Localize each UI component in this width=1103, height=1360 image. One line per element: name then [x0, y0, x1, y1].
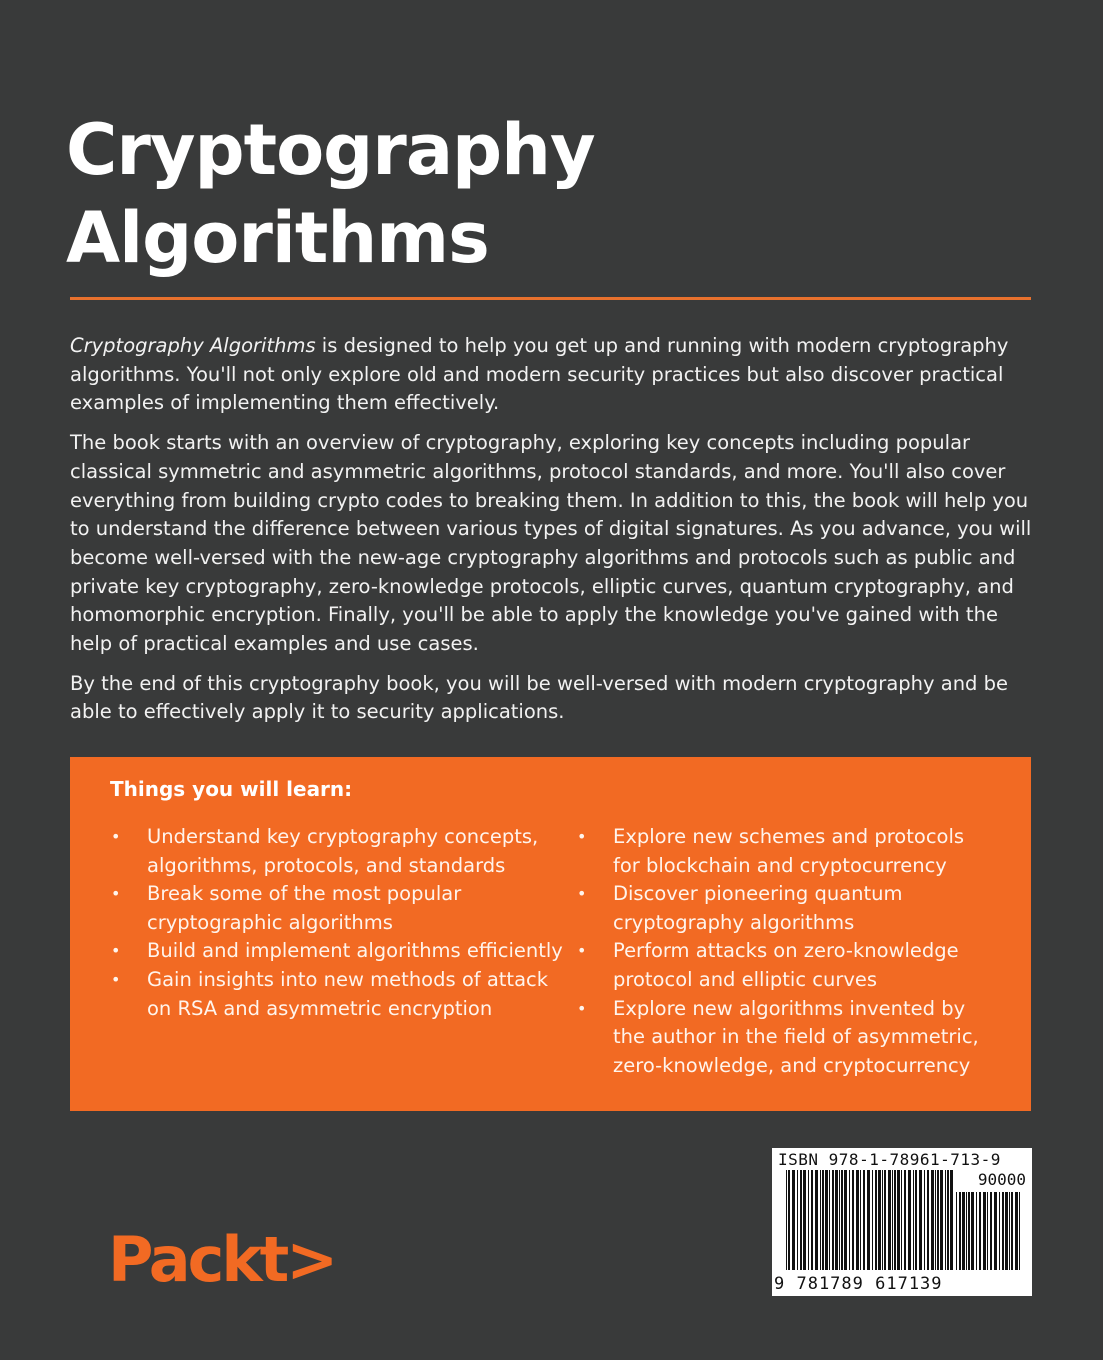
barcode-bar — [950, 1170, 953, 1270]
barcode-bar — [841, 1170, 843, 1270]
barcode-bar — [1019, 1192, 1020, 1270]
barcode-bar — [897, 1170, 900, 1270]
barcode-bar — [999, 1192, 1000, 1270]
list-item: • Understand key cryptography concepts, algorithms, protocols, and standards — [110, 823, 576, 880]
barcode-bar — [956, 1192, 957, 1270]
barcode-bar — [856, 1170, 859, 1270]
barcode-bar — [1009, 1192, 1010, 1270]
barcode-bar — [863, 1170, 865, 1270]
barcode-bar — [892, 1170, 893, 1270]
barcode-bar — [919, 1170, 922, 1270]
isbn-text: ISBN 978-1-78961-713-9 — [778, 1150, 1001, 1169]
title-line-2: Algorithms — [66, 197, 489, 279]
list-item: • Explore new algorithms invented by the author in the field of asymmetric, zero-knowledge, and cryptocurrency — [576, 995, 986, 1081]
barcode-bar — [945, 1170, 946, 1270]
barcode-bar — [1002, 1192, 1004, 1270]
barcode-bar — [931, 1170, 934, 1270]
list-item: • Explore new schemes and protocols for blockchain and cryptocurrency — [576, 823, 986, 880]
barcode-bar — [971, 1192, 974, 1270]
barcode-bar — [844, 1170, 847, 1270]
learning-heading: Things you will learn: — [110, 777, 353, 801]
book-title — [66, 106, 595, 282]
barcode-bar — [908, 1170, 911, 1270]
barcode-bar — [800, 1170, 802, 1270]
barcode-bar — [820, 1170, 821, 1270]
barcode-bar — [915, 1170, 917, 1270]
learning-list-right — [576, 823, 986, 1080]
barcode-bar — [839, 1170, 840, 1270]
barcode-bar — [815, 1170, 818, 1270]
title-divider — [70, 297, 1031, 300]
barcode-bars-main — [786, 1170, 956, 1270]
barcode-bar — [994, 1192, 997, 1270]
barcode-bar — [966, 1192, 967, 1270]
barcode-bar — [835, 1170, 838, 1270]
packt-logo — [108, 1222, 348, 1298]
barcode-bar — [882, 1170, 883, 1270]
description-paragraph-1: Cryptography Algorithms is designed to help you get up and running with modern cryptography algorithms. You'll not only explore old and modern security practices but also discover practical examples of implementing them effectively. — [70, 334, 1009, 415]
barcode-bar — [786, 1170, 787, 1270]
barcode-bar — [872, 1170, 873, 1270]
barcode-bar — [937, 1170, 939, 1270]
barcode-bar — [990, 1192, 992, 1270]
barcode-bar — [935, 1170, 936, 1270]
barcode-bar — [803, 1170, 806, 1270]
list-item: • Build and implement algorithms efficiently — [110, 937, 576, 966]
barcode-bar — [979, 1192, 981, 1270]
barcode-bar — [875, 1170, 877, 1270]
barcode-bar — [976, 1192, 977, 1270]
description-paragraph-3: By the end of this cryptography book, you will be well-versed with modern cryptography and be able to effectively apply it to security applications. — [70, 671, 1008, 724]
barcode-bar — [852, 1170, 854, 1270]
list-item: • Discover pioneering quantum cryptography algorithms — [576, 880, 986, 937]
barcode-bar — [924, 1170, 925, 1270]
barcode-bar — [940, 1170, 943, 1270]
barcode-bar — [867, 1170, 870, 1270]
barcode-bar — [1011, 1192, 1013, 1270]
list-item: • Perform attacks on zero-knowledge protocol and elliptic curves — [576, 937, 986, 994]
title-line-1: Cryptography — [66, 109, 595, 191]
barcode-bar — [968, 1192, 970, 1270]
barcode-bar — [913, 1170, 914, 1270]
description-paragraph-2: The book starts with an overview of cryptography, exploring key concepts including popular classical symmetric and asymmetric algorithms, protocol standards, and more. You'll also cover everything from building crypto codes to breaking them. In addition to this, the book will help you to understand the difference between various types of digital signatures. As you advance, you will become well-versed with the new-age cryptography algorithms and protocols such as public and private key cryptography, zero-knowledge protocols, elliptic curves, quantum cryptography, and homomorphic encryption. Finally, you'll be able to apply the knowledge you've gained with the help of practical examples and use cases. — [70, 431, 1032, 656]
barcode-bar — [904, 1170, 906, 1270]
barcode-bar — [792, 1170, 795, 1270]
barcode-bar — [947, 1170, 949, 1270]
learning-list-left — [110, 823, 576, 1080]
barcode-bar — [983, 1192, 986, 1270]
barcode-bar — [901, 1170, 902, 1270]
price-code: 90000 — [977, 1170, 1026, 1189]
book-description — [70, 332, 1035, 738]
barcode-bar — [987, 1192, 988, 1270]
barcode-bar — [849, 1170, 850, 1270]
barcode-bar — [1005, 1192, 1008, 1270]
barcode-bars-addon — [956, 1192, 1022, 1270]
barcode-bar — [811, 1170, 813, 1270]
barcode-bar — [894, 1170, 896, 1270]
book-title-inline: Cryptography Algorithms — [70, 334, 316, 357]
list-item: • Gain insights into new methods of attack on RSA and asymmetric encryption — [110, 966, 576, 1023]
barcode-digits: 9 781789 617139 — [774, 1274, 943, 1294]
barcode-bar — [808, 1170, 809, 1270]
barcode-bar — [962, 1192, 965, 1270]
isbn-barcode — [772, 1148, 1032, 1296]
barcode-bar — [797, 1170, 798, 1270]
barcode-bar — [878, 1170, 881, 1270]
barcode-bar — [832, 1170, 834, 1270]
barcode-bar — [927, 1170, 929, 1270]
learning-box — [70, 757, 1031, 1111]
barcode-bar — [829, 1170, 830, 1270]
barcode-bar — [825, 1170, 828, 1270]
barcode-bar — [860, 1170, 861, 1270]
packt-logo-text: Packt> — [108, 1223, 336, 1296]
barcode-bar — [788, 1170, 790, 1270]
barcode-bar — [959, 1192, 961, 1270]
barcode-bar — [888, 1170, 891, 1270]
barcode-bar — [1015, 1192, 1018, 1270]
barcode-bar — [822, 1170, 824, 1270]
list-item: • Break some of the most popular cryptographic algorithms — [110, 880, 576, 937]
barcode-bar — [884, 1170, 886, 1270]
